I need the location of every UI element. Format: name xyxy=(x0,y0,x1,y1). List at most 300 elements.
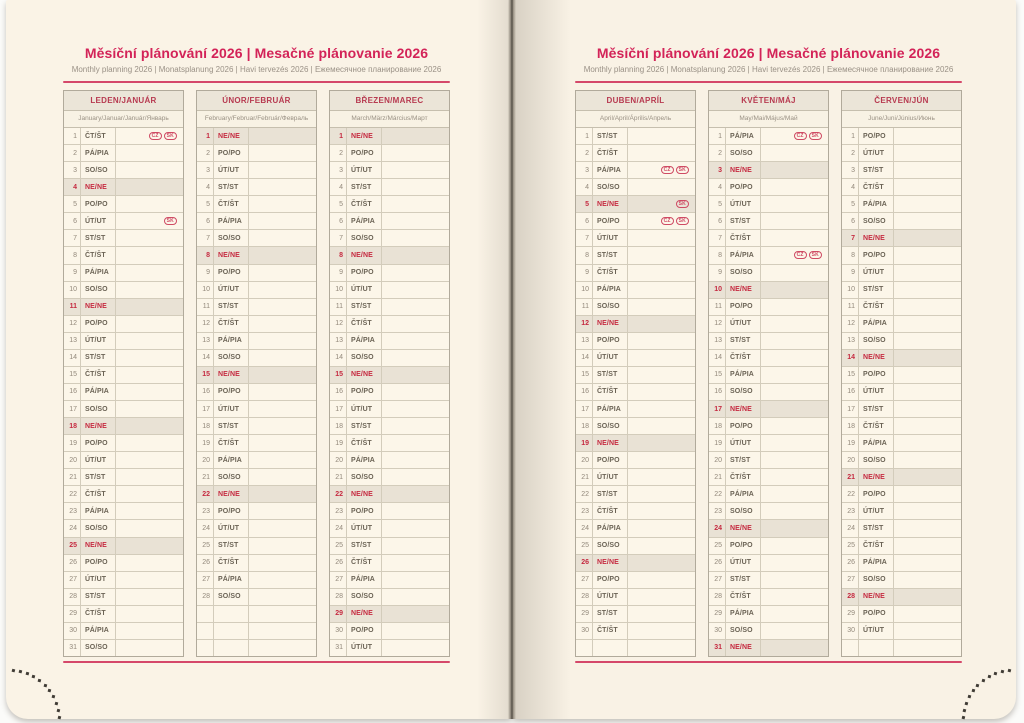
notes-area xyxy=(761,265,828,281)
weekday-label: ST/ST xyxy=(214,538,249,554)
day-row xyxy=(842,469,961,486)
weekday-label: SO/SO xyxy=(81,282,116,298)
day-number: 18 xyxy=(576,418,593,434)
day-number: 8 xyxy=(64,247,81,263)
day-row xyxy=(64,401,183,418)
day-number: 21 xyxy=(330,469,347,485)
day-number: 6 xyxy=(709,213,726,229)
day-number: 10 xyxy=(197,282,214,298)
day-row xyxy=(576,350,695,367)
day-row xyxy=(64,162,183,179)
day-number: 17 xyxy=(576,401,593,417)
notes-area xyxy=(761,520,828,536)
day-number: 25 xyxy=(64,538,81,554)
day-row xyxy=(709,145,828,162)
day-number xyxy=(197,623,214,639)
notes-area xyxy=(249,196,316,212)
day-number: 26 xyxy=(576,555,593,571)
notes-area xyxy=(761,367,828,383)
weekday-label: ST/ST xyxy=(593,247,628,263)
day-row xyxy=(709,555,828,572)
notes-area xyxy=(249,128,316,144)
weekday-label: NE/NE xyxy=(726,162,761,178)
day-row xyxy=(842,265,961,282)
day-number: 3 xyxy=(330,162,347,178)
weekday-label: NE/NE xyxy=(347,606,382,622)
weekday-label: NE/NE xyxy=(593,196,628,212)
weekday-label: ČT/ŠT xyxy=(859,179,894,195)
notes-area xyxy=(894,367,961,383)
notes-area xyxy=(894,213,961,229)
day-row xyxy=(330,316,449,333)
day-row xyxy=(576,367,695,384)
notes-area xyxy=(894,333,961,349)
day-row xyxy=(330,213,449,230)
day-row xyxy=(330,623,449,640)
day-row xyxy=(330,589,449,606)
notes-area xyxy=(249,589,316,605)
day-number: 2 xyxy=(842,145,859,161)
day-number: 11 xyxy=(709,299,726,315)
day-row xyxy=(64,555,183,572)
page-title: Měsíční plánování 2026 | Mesačné plánovanie 2026 xyxy=(596,45,941,61)
month-column xyxy=(196,90,317,657)
day-number: 13 xyxy=(330,333,347,349)
weekday-label: SO/SO xyxy=(214,469,249,485)
day-number: 15 xyxy=(576,367,593,383)
perforation-dot xyxy=(38,679,41,682)
notes-area xyxy=(894,486,961,502)
weekday-label: ÚT/UT xyxy=(81,333,116,349)
day-number: 25 xyxy=(197,538,214,554)
notes-area xyxy=(894,230,961,246)
perforation-dot xyxy=(32,675,35,678)
notes-area xyxy=(116,162,183,178)
day-row xyxy=(576,230,695,247)
day-row xyxy=(64,247,183,264)
weekday-label: ST/ST xyxy=(214,299,249,315)
notes-area xyxy=(628,555,695,571)
day-row xyxy=(330,384,449,401)
weekday-label: ČT/ŠT xyxy=(726,230,761,246)
day-row xyxy=(330,282,449,299)
day-number: 9 xyxy=(330,265,347,281)
notes-area xyxy=(249,316,316,332)
day-number: 18 xyxy=(197,418,214,434)
weekday-label: ST/ST xyxy=(214,179,249,195)
day-number: 30 xyxy=(576,623,593,639)
day-number: 28 xyxy=(330,589,347,605)
month-subheader: April/April/Április/Апрель xyxy=(576,111,695,128)
day-row xyxy=(64,367,183,384)
weekday-label: PÁ/PIA xyxy=(347,333,382,349)
notes-area xyxy=(116,213,183,229)
notes-area xyxy=(761,333,828,349)
day-number: 5 xyxy=(576,196,593,212)
weekday-label: ST/ST xyxy=(81,589,116,605)
empty-day-row xyxy=(576,640,695,656)
day-number: 8 xyxy=(330,247,347,263)
day-row xyxy=(576,418,695,435)
day-number: 8 xyxy=(709,247,726,263)
day-row xyxy=(197,486,316,503)
month-subheader: June/Juni/Június/Июнь xyxy=(842,111,961,128)
notes-area xyxy=(116,538,183,554)
notes-area xyxy=(382,538,449,554)
day-number: 31 xyxy=(330,640,347,656)
month-column xyxy=(63,90,184,657)
notes-area xyxy=(382,623,449,639)
day-number: 2 xyxy=(576,145,593,161)
day-row xyxy=(709,486,828,503)
day-number: 16 xyxy=(842,384,859,400)
day-row xyxy=(576,162,695,179)
weekday-label: SO/SO xyxy=(81,520,116,536)
weekday-label: ČT/ŠT xyxy=(593,145,628,161)
weekday-label: ÚT/UT xyxy=(859,265,894,281)
perforation-dot xyxy=(1007,669,1010,672)
month-day-grid xyxy=(64,128,183,656)
notes-area xyxy=(894,538,961,554)
notes-area xyxy=(116,555,183,571)
day-number: 26 xyxy=(709,555,726,571)
month-day-grid xyxy=(330,128,449,656)
notes-area xyxy=(249,299,316,315)
day-row xyxy=(842,503,961,520)
day-row xyxy=(64,572,183,589)
notes-area xyxy=(894,247,961,263)
notes-area xyxy=(116,572,183,588)
weekday-label: NE/NE xyxy=(726,520,761,536)
weekday-label: PÁ/PIA xyxy=(214,452,249,468)
day-number: 4 xyxy=(330,179,347,195)
day-number: 20 xyxy=(197,452,214,468)
day-row xyxy=(709,179,828,196)
day-row xyxy=(842,367,961,384)
weekday-label: NE/NE xyxy=(81,179,116,195)
day-number: 16 xyxy=(197,384,214,400)
weekday-label: SO/SO xyxy=(593,418,628,434)
weekday-label: PO/PO xyxy=(859,367,894,383)
weekday-label: ČT/ŠT xyxy=(81,247,116,263)
weekday-label: SO/SO xyxy=(593,299,628,315)
day-number: 27 xyxy=(842,572,859,588)
weekday-label: PO/PO xyxy=(214,265,249,281)
perforation-dot xyxy=(976,684,979,687)
day-number: 23 xyxy=(64,503,81,519)
day-number: 15 xyxy=(709,367,726,383)
weekday-label: ČT/ŠT xyxy=(81,367,116,383)
notes-area xyxy=(382,503,449,519)
day-row xyxy=(842,555,961,572)
notes-area xyxy=(894,350,961,366)
notes-area xyxy=(249,213,316,229)
day-row xyxy=(64,452,183,469)
month-header: DUBEN/APRÍL xyxy=(576,91,695,111)
weekday-label: ČT/ŠT xyxy=(347,435,382,451)
notes-area xyxy=(761,350,828,366)
notes-area xyxy=(894,384,961,400)
holiday-badge-cz: CZ xyxy=(794,132,807,140)
weekday-label: ÚT/UT xyxy=(347,520,382,536)
notes-area xyxy=(628,316,695,332)
notes-area xyxy=(761,572,828,588)
day-number: 22 xyxy=(576,486,593,502)
day-number: 21 xyxy=(197,469,214,485)
day-row xyxy=(197,145,316,162)
weekday-label: PÁ/PIA xyxy=(593,520,628,536)
day-number: 6 xyxy=(330,213,347,229)
day-number xyxy=(576,640,593,656)
weekday-label: ČT/ŠT xyxy=(726,469,761,485)
notes-area xyxy=(628,213,695,229)
notes-area xyxy=(116,469,183,485)
weekday-label: PÁ/PIA xyxy=(726,247,761,263)
day-number: 23 xyxy=(197,503,214,519)
weekday-label: PÁ/PIA xyxy=(347,213,382,229)
day-row xyxy=(330,265,449,282)
day-row xyxy=(576,520,695,537)
notes-area xyxy=(761,401,828,417)
perforation-dot xyxy=(26,672,29,675)
notes-area xyxy=(761,623,828,639)
notes-area xyxy=(761,435,828,451)
holiday-badge-sk: SK xyxy=(676,217,689,225)
weekday-label: PO/PO xyxy=(593,572,628,588)
day-row xyxy=(709,469,828,486)
perforation-dot xyxy=(43,684,46,687)
day-row xyxy=(709,384,828,401)
weekday-label: ČT/ŠT xyxy=(593,265,628,281)
empty-day-row xyxy=(197,640,316,656)
day-row xyxy=(197,247,316,264)
notes-area xyxy=(249,401,316,417)
weekday-label: PÁ/PIA xyxy=(81,145,116,161)
day-row xyxy=(842,401,961,418)
day-number: 20 xyxy=(64,452,81,468)
weekday-label: PÁ/PIA xyxy=(81,384,116,400)
day-number: 23 xyxy=(842,503,859,519)
day-row xyxy=(842,623,961,640)
day-row xyxy=(709,213,828,230)
notes-area xyxy=(116,299,183,315)
day-number: 2 xyxy=(330,145,347,161)
day-number: 4 xyxy=(64,179,81,195)
notes-area xyxy=(116,196,183,212)
weekday-label: PO/PO xyxy=(726,299,761,315)
day-number: 26 xyxy=(330,555,347,571)
day-number: 13 xyxy=(842,333,859,349)
notes-area xyxy=(116,247,183,263)
weekday-label: PÁ/PIA xyxy=(726,486,761,502)
weekday-label: NE/NE xyxy=(726,401,761,417)
weekday-label: PO/PO xyxy=(593,333,628,349)
month-header: ČERVEN/JÚN xyxy=(842,91,961,111)
day-number: 31 xyxy=(64,640,81,656)
day-number: 19 xyxy=(576,435,593,451)
weekday-label: ČT/ŠT xyxy=(214,196,249,212)
weekday-label: SO/SO xyxy=(859,213,894,229)
day-row xyxy=(197,162,316,179)
notes-area xyxy=(382,230,449,246)
notes-area xyxy=(249,572,316,588)
weekday-label: SO/SO xyxy=(726,265,761,281)
weekday-label: PO/PO xyxy=(593,452,628,468)
day-number: 14 xyxy=(64,350,81,366)
weekday-label: PO/PO xyxy=(859,486,894,502)
day-number: 11 xyxy=(197,299,214,315)
weekday-label: ÚT/UT xyxy=(593,589,628,605)
notes-area xyxy=(628,247,695,263)
day-row xyxy=(64,196,183,213)
day-row xyxy=(197,333,316,350)
day-number: 24 xyxy=(197,520,214,536)
notes-area xyxy=(894,418,961,434)
holiday-badge-sk: SK xyxy=(809,251,822,259)
day-row xyxy=(197,196,316,213)
gutter-shadow xyxy=(477,0,511,719)
day-number: 31 xyxy=(709,640,726,656)
perforation-dot xyxy=(19,670,22,673)
notes-area xyxy=(116,128,183,144)
day-row xyxy=(64,640,183,656)
day-row xyxy=(330,555,449,572)
notes-area xyxy=(761,503,828,519)
day-number: 9 xyxy=(842,265,859,281)
notes-area xyxy=(894,145,961,161)
weekday-label: SO/SO xyxy=(347,589,382,605)
notes-area xyxy=(894,282,961,298)
day-row xyxy=(64,316,183,333)
day-row xyxy=(197,367,316,384)
notes-area xyxy=(894,503,961,519)
weekday-label: ST/ST xyxy=(347,538,382,554)
weekday-label: ČT/ŠT xyxy=(859,538,894,554)
weekday-label xyxy=(214,606,249,622)
book-spine xyxy=(508,0,516,719)
day-row xyxy=(842,282,961,299)
weekday-label: NE/NE xyxy=(593,435,628,451)
notes-area xyxy=(116,418,183,434)
day-number: 16 xyxy=(330,384,347,400)
right-page xyxy=(513,0,1016,719)
weekday-label: ČT/ŠT xyxy=(726,589,761,605)
notes-area xyxy=(628,179,695,195)
day-row xyxy=(576,128,695,145)
weekday-label: ČT/ŠT xyxy=(81,128,116,144)
page-title: Měsíční plánování 2026 | Mesačné plánovanie 2026 xyxy=(84,45,429,61)
day-row xyxy=(842,520,961,537)
day-number: 6 xyxy=(64,213,81,229)
day-row xyxy=(197,555,316,572)
day-number: 12 xyxy=(197,316,214,332)
day-row xyxy=(842,435,961,452)
weekday-label: PO/PO xyxy=(347,145,382,161)
day-number: 3 xyxy=(842,162,859,178)
weekday-label: PÁ/PIA xyxy=(214,572,249,588)
weekday-label: PÁ/PIA xyxy=(726,367,761,383)
notes-area xyxy=(249,538,316,554)
day-number: 2 xyxy=(64,145,81,161)
notes-area xyxy=(761,196,828,212)
weekday-label: SO/SO xyxy=(859,452,894,468)
notes-area xyxy=(894,452,961,468)
weekday-label: ST/ST xyxy=(859,282,894,298)
weekday-label: PÁ/PIA xyxy=(81,265,116,281)
perforation-dot xyxy=(968,695,971,698)
weekday-label: PO/PO xyxy=(81,316,116,332)
month-day-grid xyxy=(709,128,828,656)
perforation-dot xyxy=(962,715,965,718)
day-number: 17 xyxy=(842,401,859,417)
day-row xyxy=(576,384,695,401)
notes-area xyxy=(761,555,828,571)
notes-area xyxy=(249,623,316,639)
notes-area xyxy=(249,606,316,622)
day-number: 17 xyxy=(330,401,347,417)
day-row xyxy=(709,128,828,145)
notes-area xyxy=(116,384,183,400)
page-subtitle: Monthly planning 2026 | Monatsplanung 2026 | Havi tervezés 2026 | Ежемесячное планирование 2026 xyxy=(71,65,442,74)
day-number: 20 xyxy=(576,452,593,468)
month-header: KVĚTEN/MÁJ xyxy=(709,91,828,111)
left-page-content xyxy=(63,0,450,663)
notes-area xyxy=(761,230,828,246)
notes-area xyxy=(249,418,316,434)
day-row xyxy=(842,333,961,350)
holiday-badge-cz: CZ xyxy=(794,251,807,259)
weekday-label: PÁ/PIA xyxy=(214,333,249,349)
weekday-label: ST/ST xyxy=(347,299,382,315)
day-number: 25 xyxy=(330,538,347,554)
holiday-badge-sk: SK xyxy=(164,132,177,140)
weekday-label: ST/ST xyxy=(81,469,116,485)
day-row xyxy=(576,435,695,452)
weekday-label: PO/PO xyxy=(347,384,382,400)
notes-area xyxy=(382,572,449,588)
day-number: 7 xyxy=(64,230,81,246)
notes-area xyxy=(628,265,695,281)
weekday-label: NE/NE xyxy=(726,282,761,298)
notes-area xyxy=(382,145,449,161)
weekday-label: ÚT/UT xyxy=(593,469,628,485)
weekday-label: ÚT/UT xyxy=(859,623,894,639)
notes-area xyxy=(116,367,183,383)
weekday-label: PO/PO xyxy=(859,606,894,622)
notes-area xyxy=(249,367,316,383)
weekday-label xyxy=(859,640,894,656)
notes-area xyxy=(894,606,961,622)
weekday-label: NE/NE xyxy=(859,469,894,485)
day-row xyxy=(842,196,961,213)
month-day-grid xyxy=(197,128,316,656)
weekday-label: PO/PO xyxy=(726,538,761,554)
day-number: 8 xyxy=(576,247,593,263)
day-row xyxy=(709,452,828,469)
notes-area xyxy=(761,179,828,195)
notes-area xyxy=(249,640,316,656)
notes-area xyxy=(628,572,695,588)
day-row xyxy=(709,640,828,656)
weekday-label: NE/NE xyxy=(859,589,894,605)
notes-area xyxy=(894,179,961,195)
weekday-label: ST/ST xyxy=(214,418,249,434)
notes-area xyxy=(249,247,316,263)
day-number: 30 xyxy=(64,623,81,639)
day-number: 10 xyxy=(64,282,81,298)
perforation-dot xyxy=(963,708,966,711)
notes-area xyxy=(894,572,961,588)
